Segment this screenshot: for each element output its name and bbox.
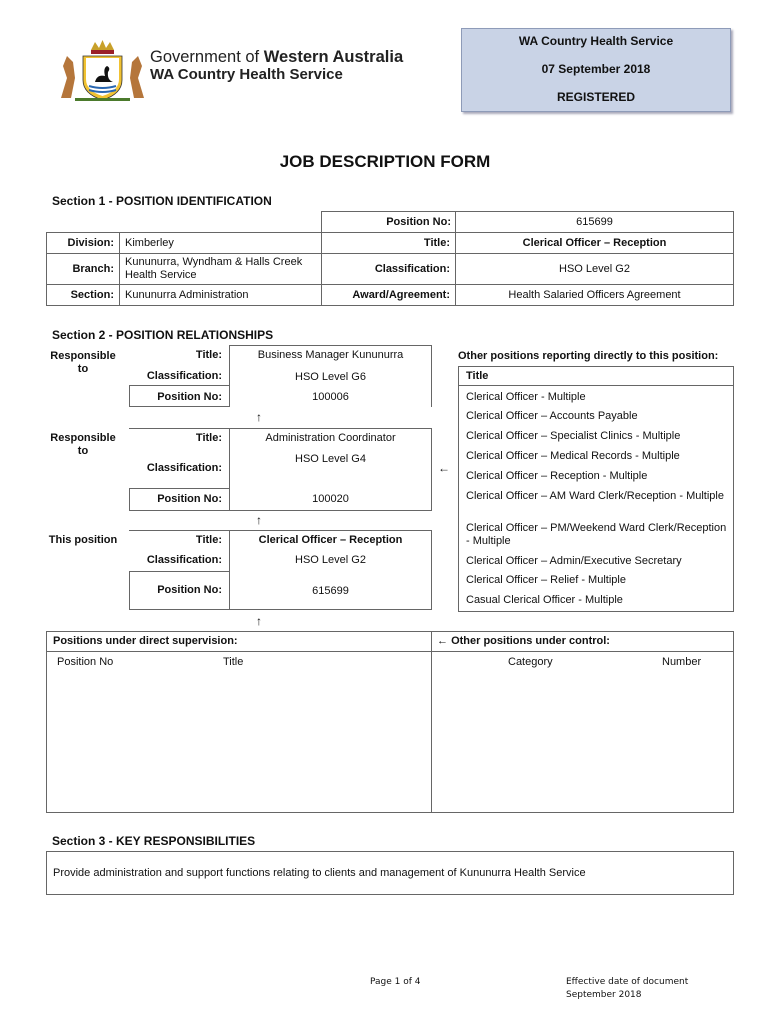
supervision-table [46, 631, 734, 813]
ctrl-col-number: Number [662, 656, 702, 668]
box2-classification-label: Classification: [146, 462, 222, 474]
section-value: Kununurra Administration [119, 284, 322, 306]
position-no-value: 615699 [455, 211, 734, 233]
list-item: Clerical Officer - Multiple [466, 391, 586, 403]
branch-value: Kununurra, Wyndham & Halls Creek Health Service [119, 253, 322, 285]
arrow-left-icon: ← [437, 635, 452, 647]
effective-date-value: September 2018 [566, 990, 642, 1000]
list-item: Clerical Officer – Admin/Executive Secretary [466, 555, 682, 567]
list-item: Clerical Officer – Specialist Clinics - Multiple [466, 430, 681, 442]
box2-position-no-label: Position No: [157, 493, 222, 505]
box3-classification-label: Classification: [146, 554, 222, 566]
box3-position-no: 615699 [312, 585, 349, 597]
box2-position-no: 100020 [312, 493, 349, 505]
stamp-line-status: REGISTERED [556, 90, 635, 104]
this-position-label: This position [48, 534, 118, 546]
position-no-label: Position No: [321, 211, 456, 233]
box1-classification-label: Classification: [146, 370, 222, 382]
classification-value: HSO Level G2 [455, 253, 734, 285]
award-label: Award/Agreement: [321, 284, 456, 306]
box3-title: Clerical Officer – Reception [258, 534, 403, 546]
sup-col-title: Title [223, 656, 244, 668]
arrow-up-icon: ↑ [256, 614, 262, 628]
box2-title: Administration Coordinator [265, 432, 396, 444]
box2-classification: HSO Level G4 [295, 453, 366, 465]
supervision-heading: Positions under direct supervision: [53, 635, 238, 647]
list-item: Clerical Officer – AM Ward Clerk/Reception - Multiple [466, 490, 724, 502]
list-item: Clerical Officer – Accounts Payable [466, 410, 638, 422]
box1-title-label: Title: [195, 349, 222, 361]
list-item: Casual Clerical Officer - Multiple [466, 594, 623, 606]
key-responsibilities-text: Provide administration and support functions relating to clients and management of Kununurra Health Service [53, 867, 586, 879]
page-number: Page 1 of 4 [370, 977, 421, 987]
box1-position-no: 100006 [312, 391, 349, 403]
box3-title-label: Title: [195, 534, 222, 546]
effective-date-label: Effective date of document [566, 977, 689, 987]
division-value: Kimberley [119, 232, 322, 254]
responsible-to-label-2: Responsible to [50, 432, 116, 457]
section2-heading: Section 2 - POSITION RELATIONSHIPS [52, 328, 274, 342]
list-item: Clerical Officer – Medical Records - Multiple [466, 450, 680, 462]
division-label: Division: [46, 232, 120, 254]
ctrl-col-category: Category [508, 656, 553, 668]
box2-title-label: Title: [195, 432, 222, 444]
form-title: JOB DESCRIPTION FORM [279, 152, 491, 171]
list-item: Clerical Officer – Relief - Multiple [466, 574, 626, 586]
list-item: Clerical Officer – PM/Weekend Ward Clerk/Reception - Multiple [466, 522, 727, 547]
registered-stamp [461, 28, 731, 112]
branch-label: Branch: [46, 253, 120, 285]
arrow-up-icon: ↑ [256, 410, 262, 424]
box1-classification: HSO Level G6 [295, 371, 366, 383]
arrow-left-icon: ← [438, 461, 450, 475]
box3-classification: HSO Level G2 [295, 554, 366, 566]
list-item: Clerical Officer – Reception - Multiple [466, 470, 648, 482]
wa-government-crest-logo [55, 38, 150, 102]
award-value: Health Salaried Officers Agreement [455, 284, 734, 306]
other-positions-heading: Other positions reporting directly to this position: [458, 350, 719, 362]
stamp-line-date: 07 September 2018 [541, 62, 651, 76]
section-label: Section: [46, 284, 120, 306]
box1-title: Business Manager Kununurra [257, 349, 404, 361]
classification-label: Classification: [321, 253, 456, 285]
control-heading: ← Other positions under control: [437, 635, 610, 647]
title-label: Title: [321, 232, 456, 254]
box3-position-no-label: Position No: [157, 584, 222, 596]
section1-heading: Section 1 - POSITION IDENTIFICATION [52, 194, 272, 208]
section3-heading: Section 3 - KEY RESPONSIBILITIES [52, 834, 256, 848]
health-service-name: WA Country Health Service [150, 66, 343, 83]
title-value: Clerical Officer – Reception [455, 232, 734, 254]
government-name: Government of Western Australia [150, 48, 404, 66]
stamp-line-service: WA Country Health Service [518, 34, 674, 48]
arrow-up-icon: ↑ [256, 513, 262, 527]
other-positions-title-header: Title [466, 370, 489, 382]
sup-col-position-no: Position No [57, 656, 114, 668]
box1-position-no-label: Position No: [157, 391, 222, 403]
responsible-to-label-1: Responsible to [50, 350, 116, 375]
